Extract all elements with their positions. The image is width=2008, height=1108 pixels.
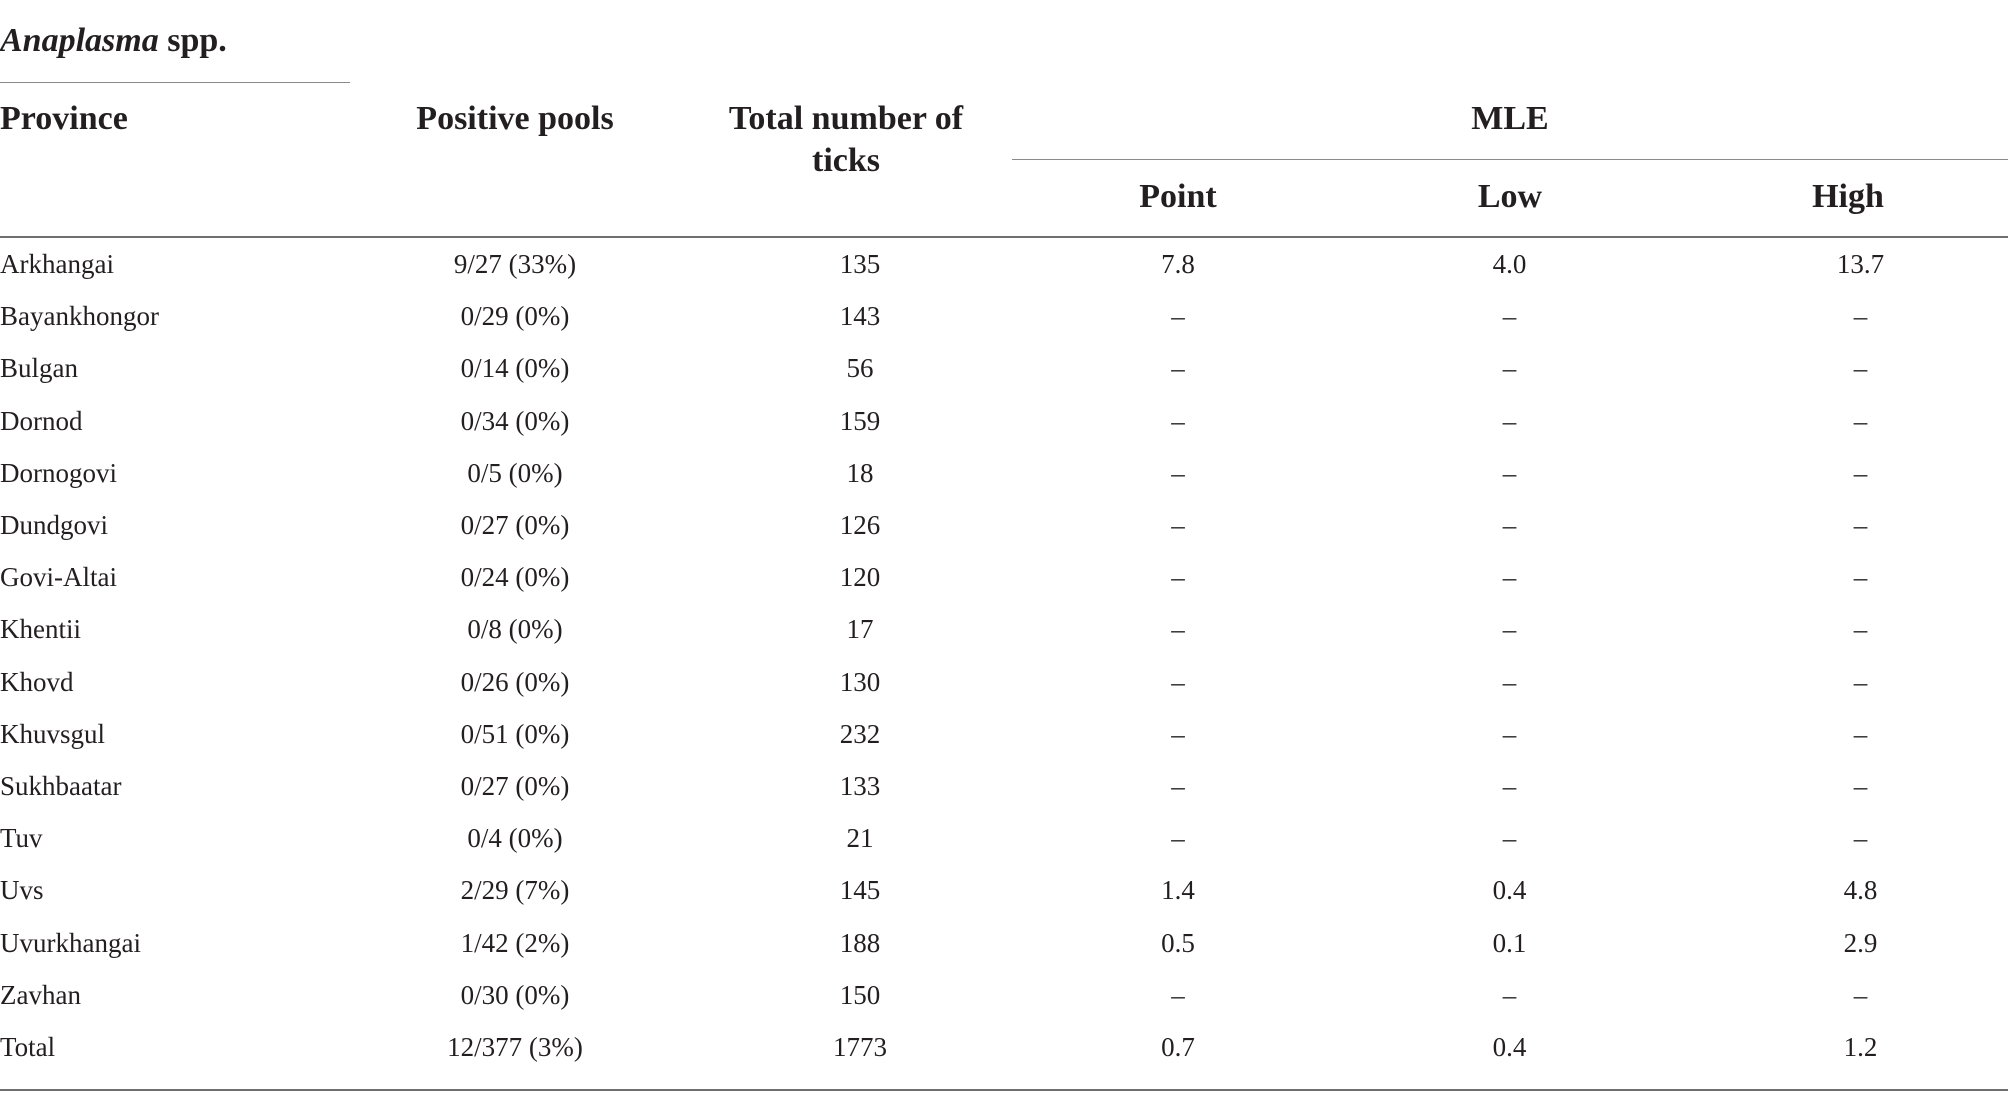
cell-mle-low: – <box>1502 770 1517 801</box>
cell-mle-high: – <box>1853 770 1868 801</box>
cell-mle-high: – <box>1853 562 1868 593</box>
cell-mle-high: – <box>1853 614 1868 645</box>
cell-positive-pools: 0/5 (0%) <box>467 457 563 488</box>
cell-mle-high: – <box>1853 666 1868 697</box>
cell-total-ticks: 188 <box>839 927 881 958</box>
cell-mle-point: – <box>1171 666 1185 697</box>
cell-mle-high: – <box>1853 823 1868 854</box>
cell-province: Govi-Altai <box>0 562 117 593</box>
cell-positive-pools: 0/27 (0%) <box>460 770 570 801</box>
cell-mle-high: – <box>1853 301 1868 332</box>
cell-mle-low: – <box>1502 405 1517 436</box>
table-row <box>0 916 2008 968</box>
cell-positive-pools: 0/26 (0%) <box>460 666 570 697</box>
cell-mle-point: – <box>1171 770 1185 801</box>
header-low: Low <box>1477 178 1543 215</box>
cell-positive-pools: 0/4 (0%) <box>467 823 563 854</box>
cell-mle-point: 7.8 <box>1161 249 1195 280</box>
cell-total-ticks: 1773 <box>833 1031 887 1062</box>
cell-total-ticks: 145 <box>839 875 881 906</box>
cell-mle-point: – <box>1171 353 1185 384</box>
table-row <box>0 969 2008 1021</box>
cell-positive-pools: 12/377 (3%) <box>447 1031 583 1062</box>
cell-province: Tuv <box>0 823 43 854</box>
header-positive-pools: Positive pools <box>416 100 614 137</box>
cell-province: Dornod <box>0 405 83 436</box>
cell-positive-pools: 9/27 (33%) <box>453 249 577 280</box>
cell-province: Khovd <box>0 666 74 697</box>
cell-positive-pools: 0/27 (0%) <box>460 510 570 541</box>
table-body <box>0 238 2008 1073</box>
cell-mle-point: – <box>1171 823 1185 854</box>
table-row <box>0 812 2008 864</box>
cell-province: Zavhan <box>0 979 81 1010</box>
table-row <box>0 603 2008 655</box>
caption-genus: Anaplasma <box>0 22 159 59</box>
table-row <box>0 656 2008 708</box>
cell-positive-pools: 0/51 (0%) <box>460 718 570 749</box>
cell-positive-pools: 0/8 (0%) <box>467 614 563 645</box>
cell-total-ticks: 17 <box>846 614 874 645</box>
table-row <box>0 864 2008 916</box>
header-mle: MLE <box>1471 100 1549 137</box>
cell-positive-pools: 0/30 (0%) <box>460 979 570 1010</box>
cell-province: Uvurkhangai <box>0 927 141 958</box>
cell-mle-low: – <box>1502 562 1517 593</box>
header-high: High <box>1812 178 1884 215</box>
cell-mle-low: – <box>1502 353 1517 384</box>
cell-province: Total <box>0 1031 56 1062</box>
table-row <box>0 1021 2008 1073</box>
cell-mle-high: 2.9 <box>1843 927 1878 958</box>
cell-positive-pools: 1/42 (2%) <box>460 927 570 958</box>
cell-positive-pools: 0/34 (0%) <box>460 405 570 436</box>
cell-mle-low: – <box>1502 979 1517 1010</box>
table-row <box>0 238 2008 290</box>
cell-province: Uvs <box>0 875 44 906</box>
cell-positive-pools: 2/29 (7%) <box>460 875 570 906</box>
cell-total-ticks: 159 <box>839 405 881 436</box>
cell-total-ticks: 21 <box>846 823 874 854</box>
table-row <box>0 551 2008 603</box>
cell-mle-point: – <box>1171 510 1185 541</box>
cell-mle-high: – <box>1853 979 1868 1010</box>
table-row <box>0 447 2008 499</box>
cell-mle-point: – <box>1171 718 1185 749</box>
cell-positive-pools: 0/14 (0%) <box>460 353 570 384</box>
cell-mle-point: 0.7 <box>1161 1031 1195 1062</box>
mle-group-rule <box>1012 159 2008 160</box>
table-caption <box>0 14 227 68</box>
cell-province: Sukhbaatar <box>0 770 122 801</box>
cell-total-ticks: 126 <box>839 510 881 541</box>
cell-province: Dornogovi <box>0 457 117 488</box>
table-row <box>0 499 2008 551</box>
header-total-ticks: Total number of ticks <box>728 100 964 179</box>
cell-mle-point: – <box>1171 301 1185 332</box>
cell-mle-low: 0.4 <box>1492 875 1527 906</box>
cell-mle-point: – <box>1171 405 1185 436</box>
cell-mle-low: – <box>1502 301 1517 332</box>
cell-mle-low: 4.0 <box>1492 249 1527 280</box>
table-row <box>0 342 2008 394</box>
cell-total-ticks: 135 <box>839 249 881 280</box>
cell-mle-low: – <box>1502 614 1517 645</box>
cell-positive-pools: 0/24 (0%) <box>460 562 570 593</box>
cell-mle-high: 1.2 <box>1843 1031 1878 1062</box>
cell-province: Khuvsgul <box>0 718 106 749</box>
cell-mle-low: – <box>1502 823 1517 854</box>
cell-total-ticks: 18 <box>846 457 874 488</box>
cell-province: Arkhangai <box>0 249 114 280</box>
data-table <box>0 238 2008 1073</box>
cell-province: Bayankhongor <box>0 301 159 332</box>
cell-total-ticks: 232 <box>839 718 881 749</box>
table-row <box>0 290 2008 342</box>
caption-suffix: spp. <box>158 22 227 59</box>
cell-mle-high: – <box>1853 353 1868 384</box>
cell-province: Bulgan <box>0 353 78 384</box>
table-row <box>0 395 2008 447</box>
cell-mle-point: – <box>1171 562 1185 593</box>
cell-province: Dundgovi <box>0 510 108 541</box>
cell-mle-high: 13.7 <box>1836 249 1885 280</box>
cell-mle-point: – <box>1171 457 1185 488</box>
cell-mle-low: 0.1 <box>1492 927 1527 958</box>
cell-total-ticks: 143 <box>839 301 881 332</box>
cell-mle-high: – <box>1853 718 1868 749</box>
table-bottom-rule <box>0 1089 2008 1091</box>
cell-mle-high: – <box>1853 405 1868 436</box>
cell-mle-point: 0.5 <box>1161 927 1195 958</box>
cell-mle-low: 0.4 <box>1492 1031 1527 1062</box>
cell-mle-point: – <box>1171 614 1185 645</box>
cell-mle-point: – <box>1171 979 1185 1010</box>
table-row <box>0 708 2008 760</box>
cell-total-ticks: 133 <box>839 770 881 801</box>
cell-mle-low: – <box>1502 718 1517 749</box>
table-row <box>0 760 2008 812</box>
cell-mle-low: – <box>1502 666 1517 697</box>
cell-province: Khentii <box>0 614 81 645</box>
cell-mle-low: – <box>1502 510 1517 541</box>
cell-total-ticks: 56 <box>846 353 874 384</box>
cell-mle-high: 4.8 <box>1843 875 1878 906</box>
header-point: Point <box>1139 178 1217 215</box>
cell-total-ticks: 150 <box>839 979 881 1010</box>
cell-mle-high: – <box>1853 457 1868 488</box>
cell-total-ticks: 120 <box>839 562 881 593</box>
cell-mle-point: 1.4 <box>1161 875 1195 906</box>
cell-mle-high: – <box>1853 510 1868 541</box>
cell-mle-low: – <box>1502 457 1517 488</box>
caption-rule <box>0 82 350 83</box>
header-province: Province <box>0 100 128 137</box>
cell-positive-pools: 0/29 (0%) <box>460 301 570 332</box>
cell-total-ticks: 130 <box>839 666 881 697</box>
